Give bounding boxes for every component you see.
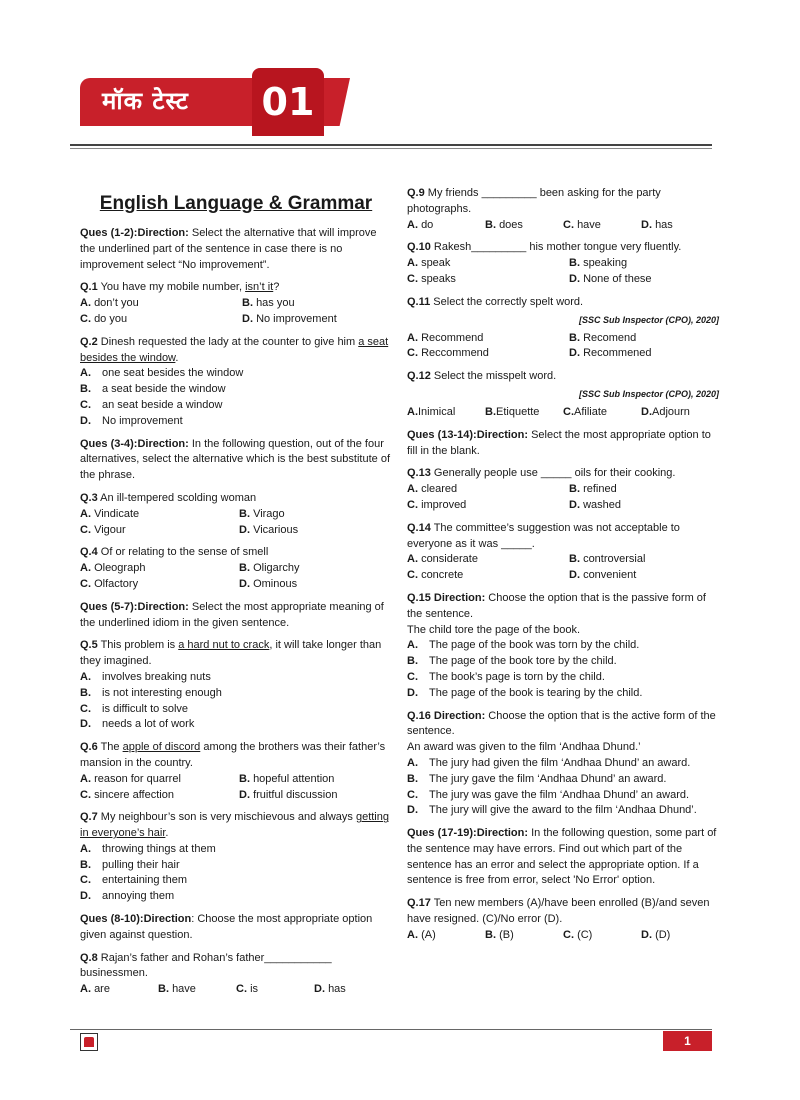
option-b[interactable]: B. does [485,218,523,231]
direction-1-2: Ques (1-2):Direction: Select the alternative that will improve the underlined part of the sentence in case there is no improvement select “No improvement”. [80,227,377,271]
test-number: 01 [252,68,324,136]
option-c[interactable]: C. The jury was gave the film ‘Andhaa Dhund’ an award. [407,788,690,801]
option-b[interactable]: B. pulling their hair [80,858,180,871]
question-1: Q.1 You have my mobile number, isn’t it? A. don’t you B. has you C. do you D. No improvement [80,280,392,327]
question-16: Q.16 Direction: Choose the option that is the active form of the sentence. An award was given to the film ‘Andhaa Dhund.’ A. The jury had given the film ‘Andhaa Dhund’ an award. B. The jury gave the film ‘Andhaa Dhund’ an award. C. The jury was gave the film ‘Andhaa Dhund’ an award. D. The jury will give the award to the film ‘Andhaa Dhund’. [407,709,719,820]
option-a[interactable]: A. Oleograph [80,562,146,575]
option-c[interactable]: C. an seat beside a window [80,398,223,411]
options [80,561,392,593]
option-a[interactable]: A. throwing things at them [80,842,216,855]
option-c[interactable]: C. improved [407,498,467,511]
option-b[interactable]: B.Etiquette [485,405,540,418]
options [407,331,719,363]
option-d[interactable]: D. needs a lot of work [80,718,195,731]
option-d[interactable]: D. Ominous [239,577,298,590]
option-d[interactable]: D. has [641,218,673,231]
options [407,482,719,514]
option-b[interactable]: B. The jury gave the film ‘Andhaa Dhund’ an award. [407,772,667,785]
option-c[interactable]: C. do you [80,312,128,325]
options [407,928,719,944]
option-b[interactable]: B. is not interesting enough [80,686,222,699]
options [80,507,392,539]
exam-reference: [SSC Sub Inspector (CPO), 2020] [578,314,719,325]
option-c[interactable]: C.Afiliate [563,405,608,418]
option-d[interactable]: D. convenient [569,569,637,582]
option-b[interactable]: B. (B) [485,928,514,941]
banner-title: मॉक टेस्ट [102,87,189,115]
option-a[interactable]: A. one seat besides the window [80,367,244,380]
question-13: Q.13 Generally people use _____ oils for their cooking. A. cleared B. refined C. improved D. washed [407,466,719,513]
header-banner [80,76,350,128]
option-a[interactable]: A. The page of the book was torn by the child. [407,639,640,652]
question-17: Q.17 Ten new members (A)/have been enrolled (B)/and seven have resigned. (C)/No error (D). A. (A) B. (B) C. (C) D. (D) [407,896,719,943]
option-c[interactable]: C. Vigour [80,523,126,536]
option-c[interactable]: C. entertaining them [80,874,187,887]
option-d[interactable]: D. Vicarious [239,523,299,536]
direction-3-4: Ques (3-4):Direction: In the following question, out of the four alternatives, select the alternative which is the best substitute of the phrase. [80,437,390,482]
option-b[interactable]: B. have [158,983,196,996]
question-9: Q.9 My friends _________ been asking for the party photographs. A. do B. does C. have D. has [407,186,719,233]
option-d[interactable]: D. No improvement [242,312,337,325]
options [80,296,392,328]
option-c[interactable]: C. (C) [563,928,593,941]
banner-tail [324,78,350,126]
publisher-logo-icon [80,1033,98,1051]
option-c[interactable]: C. The book’s page is torn by the child. [407,670,605,683]
options [407,405,719,421]
direction-8-10: Ques (8-10):Direction: Choose the most appropriate option given against question. [80,913,373,941]
option-a[interactable]: A.Inimical [407,405,456,418]
option-d[interactable]: D. (D) [641,928,671,941]
option-c[interactable]: C. speaks [407,272,456,285]
option-b[interactable]: B. Oligarchy [239,562,300,575]
header-divider-thin [70,148,712,149]
option-c[interactable]: C. Reccommend [407,347,489,360]
option-a[interactable]: A. cleared [407,483,458,496]
option-a[interactable]: A. (A) [407,928,436,941]
option-a[interactable]: A. are [80,983,110,996]
option-b[interactable]: B. Virago [239,507,285,520]
option-b[interactable]: B. The page of the book tore by the child. [407,655,617,668]
option-d[interactable]: D. None of these [569,272,652,285]
question-3: Q.3 An ill-tempered scolding woman A. Vindicate B. Virago C. Vigour D. Vicarious [80,491,392,538]
option-a[interactable]: A. speak [407,257,451,270]
option-a[interactable]: A. reason for quarrel [80,772,181,785]
left-column [80,186,392,1005]
option-b[interactable]: B. hopeful attention [239,772,335,785]
header-divider [70,144,712,146]
option-d[interactable]: D. annoying them [80,890,175,903]
option-a[interactable]: A. don’t you [80,297,139,310]
options [80,772,392,804]
option-a[interactable]: A. The jury had given the film ‘Andhaa Dhund’ an award. [407,756,691,769]
option-c[interactable]: C. have [563,218,601,231]
exam-reference: [SSC Sub Inspector (CPO), 2020] [578,388,719,399]
option-d[interactable]: D. washed [569,498,621,511]
direction-5-7: Ques (5-7):Direction: Select the most appropriate meaning of the underlined idiom in the given sentence. [80,600,384,629]
section-title: English Language & Grammar [99,193,373,214]
question-6: Q.6 The apple of discord among the brothers was their father’s mansion in the country. A. reason for quarrel B. hopeful attention C. sincere affection D. fruitful discussion [80,740,392,803]
question-5: Q.5 This problem is a hard nut to crack, it will take longer than they imagined. A. involves breaking nuts B. is not interesting enough C. is difficult to solve D. needs a lot of work [80,638,392,733]
options [407,256,719,288]
option-a[interactable]: A. Vindicate [80,507,140,520]
option-b[interactable]: B. a seat beside the window [80,383,226,396]
option-d[interactable]: D. The page of the book is tearing by the child. [407,686,643,699]
question-8: Q.8 Rajan’s father and Rohan’s father___________ businessmen. A. are B. have C. is D. has [80,951,392,998]
options [407,218,719,234]
option-b[interactable]: B. controversial [569,553,646,566]
options [80,982,392,998]
option-b[interactable]: B. has you [242,297,295,310]
question-14: Q.14 The committee’s suggestion was not acceptable to everyone as it was _____. A. considerate B. controversial C. concrete D. convenient [407,521,719,584]
question-11: Q.11 Select the correctly spelt word. [SSC Sub Inspector (CPO), 2020] A. Recommend B. Recomend C. Reccommend D. Recommened [407,295,719,362]
question-4: Q.4 Of or relating to the sense of smell A. Oleograph B. Oligarchy C. Olfactory D. Ominous [80,545,392,592]
option-c[interactable]: C. concrete [407,569,464,582]
option-d[interactable]: D. Recommened [569,347,652,360]
option-b[interactable]: B. refined [569,483,617,496]
option-c[interactable]: C. sincere affection [80,788,174,801]
option-a[interactable]: A. do [407,218,434,231]
option-d[interactable]: D. fruitful discussion [239,788,338,801]
question-7: Q.7 My neighbour’s son is very mischievous and always getting in everyone’s hair. A. throwing things at them B. pulling their hair C. entertaining them D. annoying them [80,810,392,905]
question-2: Q.2 Dinesh requested the lady at the counter to give him a seat besides the window. A. one seat besides the window B. a seat beside the window C. an seat beside a window D. No improvement [80,335,392,430]
given-sentence: The child tore the page of the book. [407,623,581,636]
page-number: 1 [663,1031,712,1051]
given-sentence: An award was given to the film ‘Andhaa Dhund.’ [407,741,641,754]
option-c[interactable]: C. is difficult to solve [80,702,189,715]
right-column [407,186,719,951]
question-10: Q.10 Rakesh_________ his mother tongue very fluently. A. speak B. speaking C. speaks D. None of these [407,240,719,287]
option-d[interactable]: D.Adjourn [641,405,690,418]
option-a[interactable]: A. Recommend [407,331,484,344]
option-b[interactable]: B. Recomend [569,331,637,344]
question-12: Q.12 Select the misspelt word. [SSC Sub Inspector (CPO), 2020] A.Inimical B.Etiquette C.Afiliate D.Adjourn [407,369,719,421]
options [407,552,719,584]
direction-17-19: Ques (17-19):Direction: In the following question, some part of the sentence may have errors. Find out which part of the sentence has an error and select the appropriate option. If a sentence is free from error, select 'No Error' option. [407,827,717,887]
question-15: Q.15 Direction: Choose the option that is the passive form of the sentence. The child tore the page of the book. A. The page of the book was torn by the child. B. The page of the book tore by the child. C. The book’s page is torn by the child. D. The page of the book is tearing by the child. [407,591,719,702]
option-d[interactable]: D. has [314,983,346,996]
option-a[interactable]: A. involves breaking nuts [80,670,211,683]
option-d[interactable]: D. No improvement [80,414,183,427]
direction-13-14: Ques (13-14):Direction: Select the most appropriate option to fill in the blank. [407,428,711,457]
option-a[interactable]: A. considerate [407,553,478,566]
option-c[interactable]: C. is [236,983,259,996]
option-b[interactable]: B. speaking [569,257,628,270]
footer-divider [70,1029,712,1030]
option-d[interactable]: D. The jury will give the award to the film ‘Andhaa Dhund’. [407,804,697,817]
option-c[interactable]: C. Olfactory [80,577,139,590]
